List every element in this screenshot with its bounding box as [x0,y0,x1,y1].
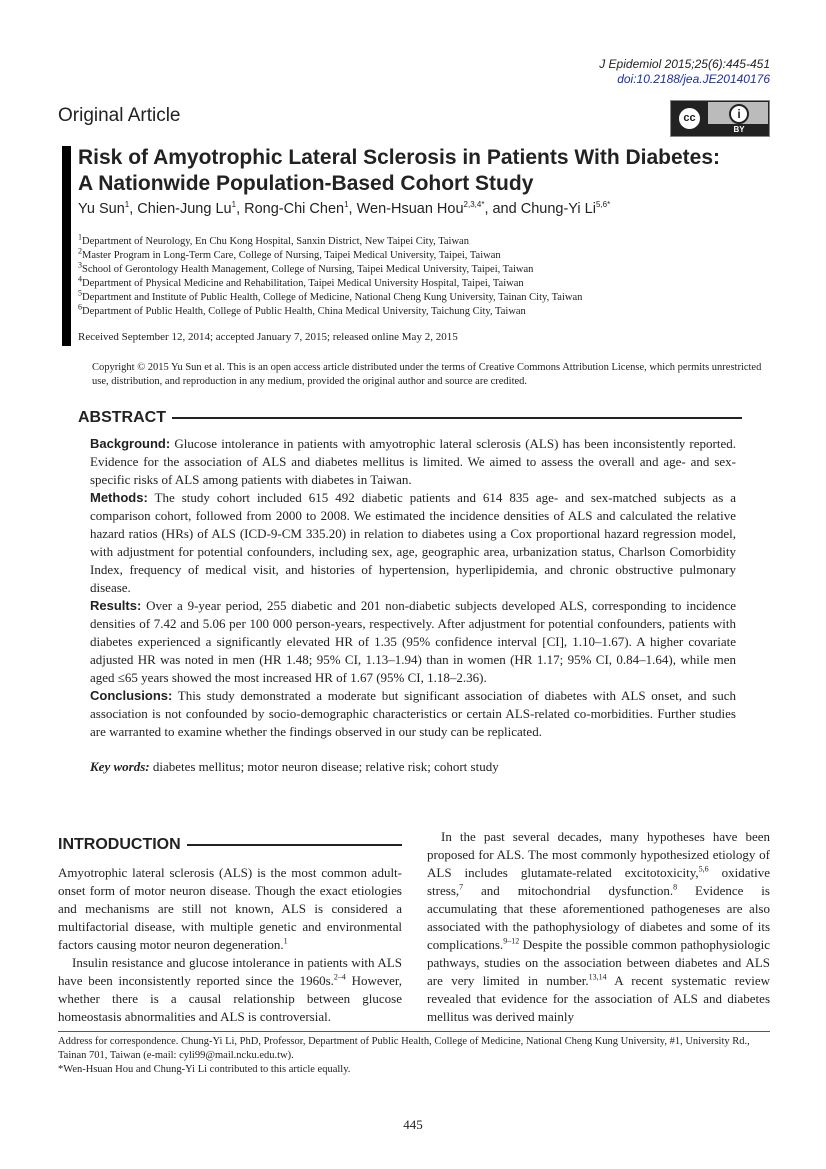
left-column [58,864,402,1026]
sep: , and [484,201,521,217]
citation-ref[interactable]: 7 [459,882,464,892]
heading-text: ABSTRACT [78,409,166,426]
text: Insulin resistance and glucose intolerance in patients with ALS have been inconsistently reported since the 1960s. [58,955,402,988]
label: Conclusions: [90,688,173,703]
author: Yu Sun [78,201,125,217]
citation-ref[interactable]: 5,6 [698,864,709,874]
affil-num: 5 [78,288,82,298]
heading-rule [187,844,402,846]
affiliation [78,260,582,277]
doi-link[interactable]: doi:10.2188/jea.JE20140176 [617,72,770,86]
paper-title [78,145,720,197]
heading-rule [172,417,742,419]
affil-num: 6 [78,302,82,312]
label: Methods: [90,490,148,505]
sep: , [236,201,245,217]
affil-text: Department of Neurology, En Chu Kong Hospital, Sanxin District, New Taipei City, Taiwan [82,236,469,247]
abstract-methods [90,489,736,597]
title-line: A Nationwide Population-Based Cohort Study [78,172,534,195]
text: Over a 9-year period, 255 diabetic and 201 non-diabetic subjects developed ALS, corresponding to incidence densities of 7.42 and 5.06 per 100 000 person-years, respectively. After adjustment for potential confounders, patients with diabetes experienced a significantly elevated HR of 1.35 (95% confidence interval [CI], 1.10–1.67). A higher covariate adjusted HR was noted in men (HR 1.48; 95% CI, 1.13–1.94) than in women (HR 1.17; 95% CI, 0.84–1.64), while men aged ≤65 years showed the most increased HR of 1.67 (95% CI, 1.18–2.36). [90,598,736,685]
article-type: Original Article [58,105,181,126]
by-label: BY [733,125,745,134]
footnotes [58,1035,770,1077]
keywords [90,759,499,775]
text: This study demonstrated a moderate but significant association of diabetes with ALS onset, and such association is not confounded by socio-demographic characteristics or certain ALS-related co-morbidities. Further studies are warranted to examine whether the findings observed in our study can be replicated. [90,688,736,739]
text: The study cohort included 615 492 diabetic patients and 614 835 age- and sex-matched subjects as a comparison cohort, followed from 2000 to 2008. We estimated the incidence densities of ALS and calculated the relative hazard ratios (HRs) of ALS (ICD-9-CM 335.20) in relation to diabetes using a Cox proportional hazard regression model, with adjustment for potential confounders, including sex, age, geographic area, urbanization status, Charlson Comorbidity Index, frequency of medical visit, and histories of hypertension, hyperlipidemia, and chronic obstructive pulmonary disease. [90,490,736,595]
keywords-text: diabetes mellitus; motor neuron disease; relative risk; cohort study [149,759,499,774]
author: Chung-Yi Li [520,201,596,217]
affil-text: School of Gerontology Health Management, College of Nursing, Taipei Medical University, Taipei, Taiwan [82,264,534,275]
text: and mitochondrial dysfunction. [463,883,674,898]
abstract-results [90,597,736,687]
footnote-divider [58,1031,770,1032]
affiliations [78,232,583,319]
sep: , [348,201,357,217]
author-list [78,201,610,217]
right-column [427,828,770,1026]
affiliation [78,274,582,291]
author: Chien-Jung Lu [137,201,232,217]
author-sup: 1 [231,200,237,210]
text: Despite the possible common pathophysiologic pathways, studies on the association between diabetes and ALS are very limited in number. [427,937,770,988]
text: A recent systematic review revealed that evidence for the association of ALS and diabetes mellitus was derived mainly [427,973,771,1024]
text: Glucose intolerance in patients with amyotrophic lateral sclerosis (ALS) has been inconsistently reported. Evidence for the association of ALS and diabetes mellitus is limited. We aimed to assess the overall and age- and sex-specific risks of ALS among patients with diabetes in Taiwan. [90,436,736,487]
author: Wen-Hsuan Hou [356,201,464,217]
text: Evidence is accumulating that these aforementioned pathogeneses are also associated with the pathophysiology of diabetes and some of its complications. [427,883,770,952]
author: Rong-Chi Chen [244,201,345,217]
paragraph [427,828,770,1026]
affil-num: 4 [78,274,82,284]
received-dates: Received September 12, 2014; accepted January 7, 2015; released online May 2, 2015 [78,331,458,343]
label: Background: [90,436,171,451]
author-sup: 5,6* [595,200,611,210]
affil-num: 3 [78,260,82,270]
affiliation [78,288,583,305]
abstract-heading [78,409,742,427]
affil-num: 2 [78,246,82,256]
author-sup: 1 [344,200,349,210]
text: oxidative stress, [427,865,770,898]
affiliation [78,302,582,319]
cc-icon: cc [677,106,702,131]
cc-by-license-badge [670,100,770,137]
text: Amyotrophic lateral sclerosis (ALS) is the most common adult-onset form of motor neuron disease. Though the exact etiologies and mechanisms are still not known, ALS is considered a multifactorial disease, with multiple genetic and environmental factors causing motor neuron degeneration. [58,865,402,952]
journal-citation [599,57,770,87]
equal-contribution-note: *Wen-Hsuan Hou and Chung-Yi Li contributed to this article equally. [58,1064,351,1075]
sep: , [129,201,138,217]
author-sup: 2,3,4* [463,200,485,210]
affil-text: Master Program in Long-Term Care, College of Nursing, Taipei Medical University, Taipei, Taiwan [82,250,501,261]
paragraph [58,954,402,1026]
page-number: 445 [403,1117,423,1132]
affiliation [78,246,582,263]
label: Results: [90,598,142,613]
abstract-conclusions [90,687,736,741]
citation-ref[interactable]: 13,14 [588,972,607,982]
paragraph [58,864,402,954]
abstract-body [90,435,736,741]
affil-text: Department of Public Health, College of Public Health, China Medical University, Taichung City, Taiwan [82,306,526,317]
citation-ref[interactable]: 2–4 [333,972,346,982]
abstract-background [90,435,736,489]
text: In the past several decades, many hypotheses have been proposed for ALS. The most commonly hypothesized etiology of ALS includes glutamate-related excitotoxicity, [427,829,770,880]
title-line: Risk of Amyotrophic Lateral Sclerosis in Patients With Diabetes: [78,146,721,169]
copyright-notice: Copyright © 2015 Yu Sun et al. This is an open access article distributed under the terms of Creative Commons Attribution License, which permits unrestricted use, distribution, and reproduction in any medium, provided the original author and source are credited. [92,362,762,387]
affil-text: Department and Institute of Public Health, College of Medicine, National Cheng Kung University, Tainan City, Taiwan [82,292,583,303]
attribution-icon: i [729,104,749,124]
affiliation [78,232,582,249]
introduction-heading [58,836,402,854]
text: However, whether there is a causal relationship between glucose homeostasis abnormalities and ALS is controversial. [58,973,402,1024]
keywords-label: Key words: [90,759,150,774]
citation: J Epidemiol 2015;25(6):445-451 [599,57,770,71]
author-sup: 1 [124,200,130,210]
correspondence-address: Address for correspondence. Chung-Yi Li, PhD, Professor, Department of Public Health, College of Medicine, National Cheng Kung University, #1, University Rd., Tainan 701, Taiwan (e-mail: cyli99@mail.ncku.edu.tw). [58,1036,750,1061]
title-bar-decoration [62,146,71,346]
heading-text: INTRODUCTION [58,836,181,853]
citation-ref[interactable]: 9–12 [503,936,520,946]
affil-num: 1 [78,232,82,242]
citation-ref[interactable]: 1 [283,936,288,946]
citation-ref[interactable]: 8 [673,882,678,892]
affil-text: Department of Physical Medicine and Rehabilitation, Taipei Medical University Hospital, Taipei, Taiwan [82,278,524,289]
